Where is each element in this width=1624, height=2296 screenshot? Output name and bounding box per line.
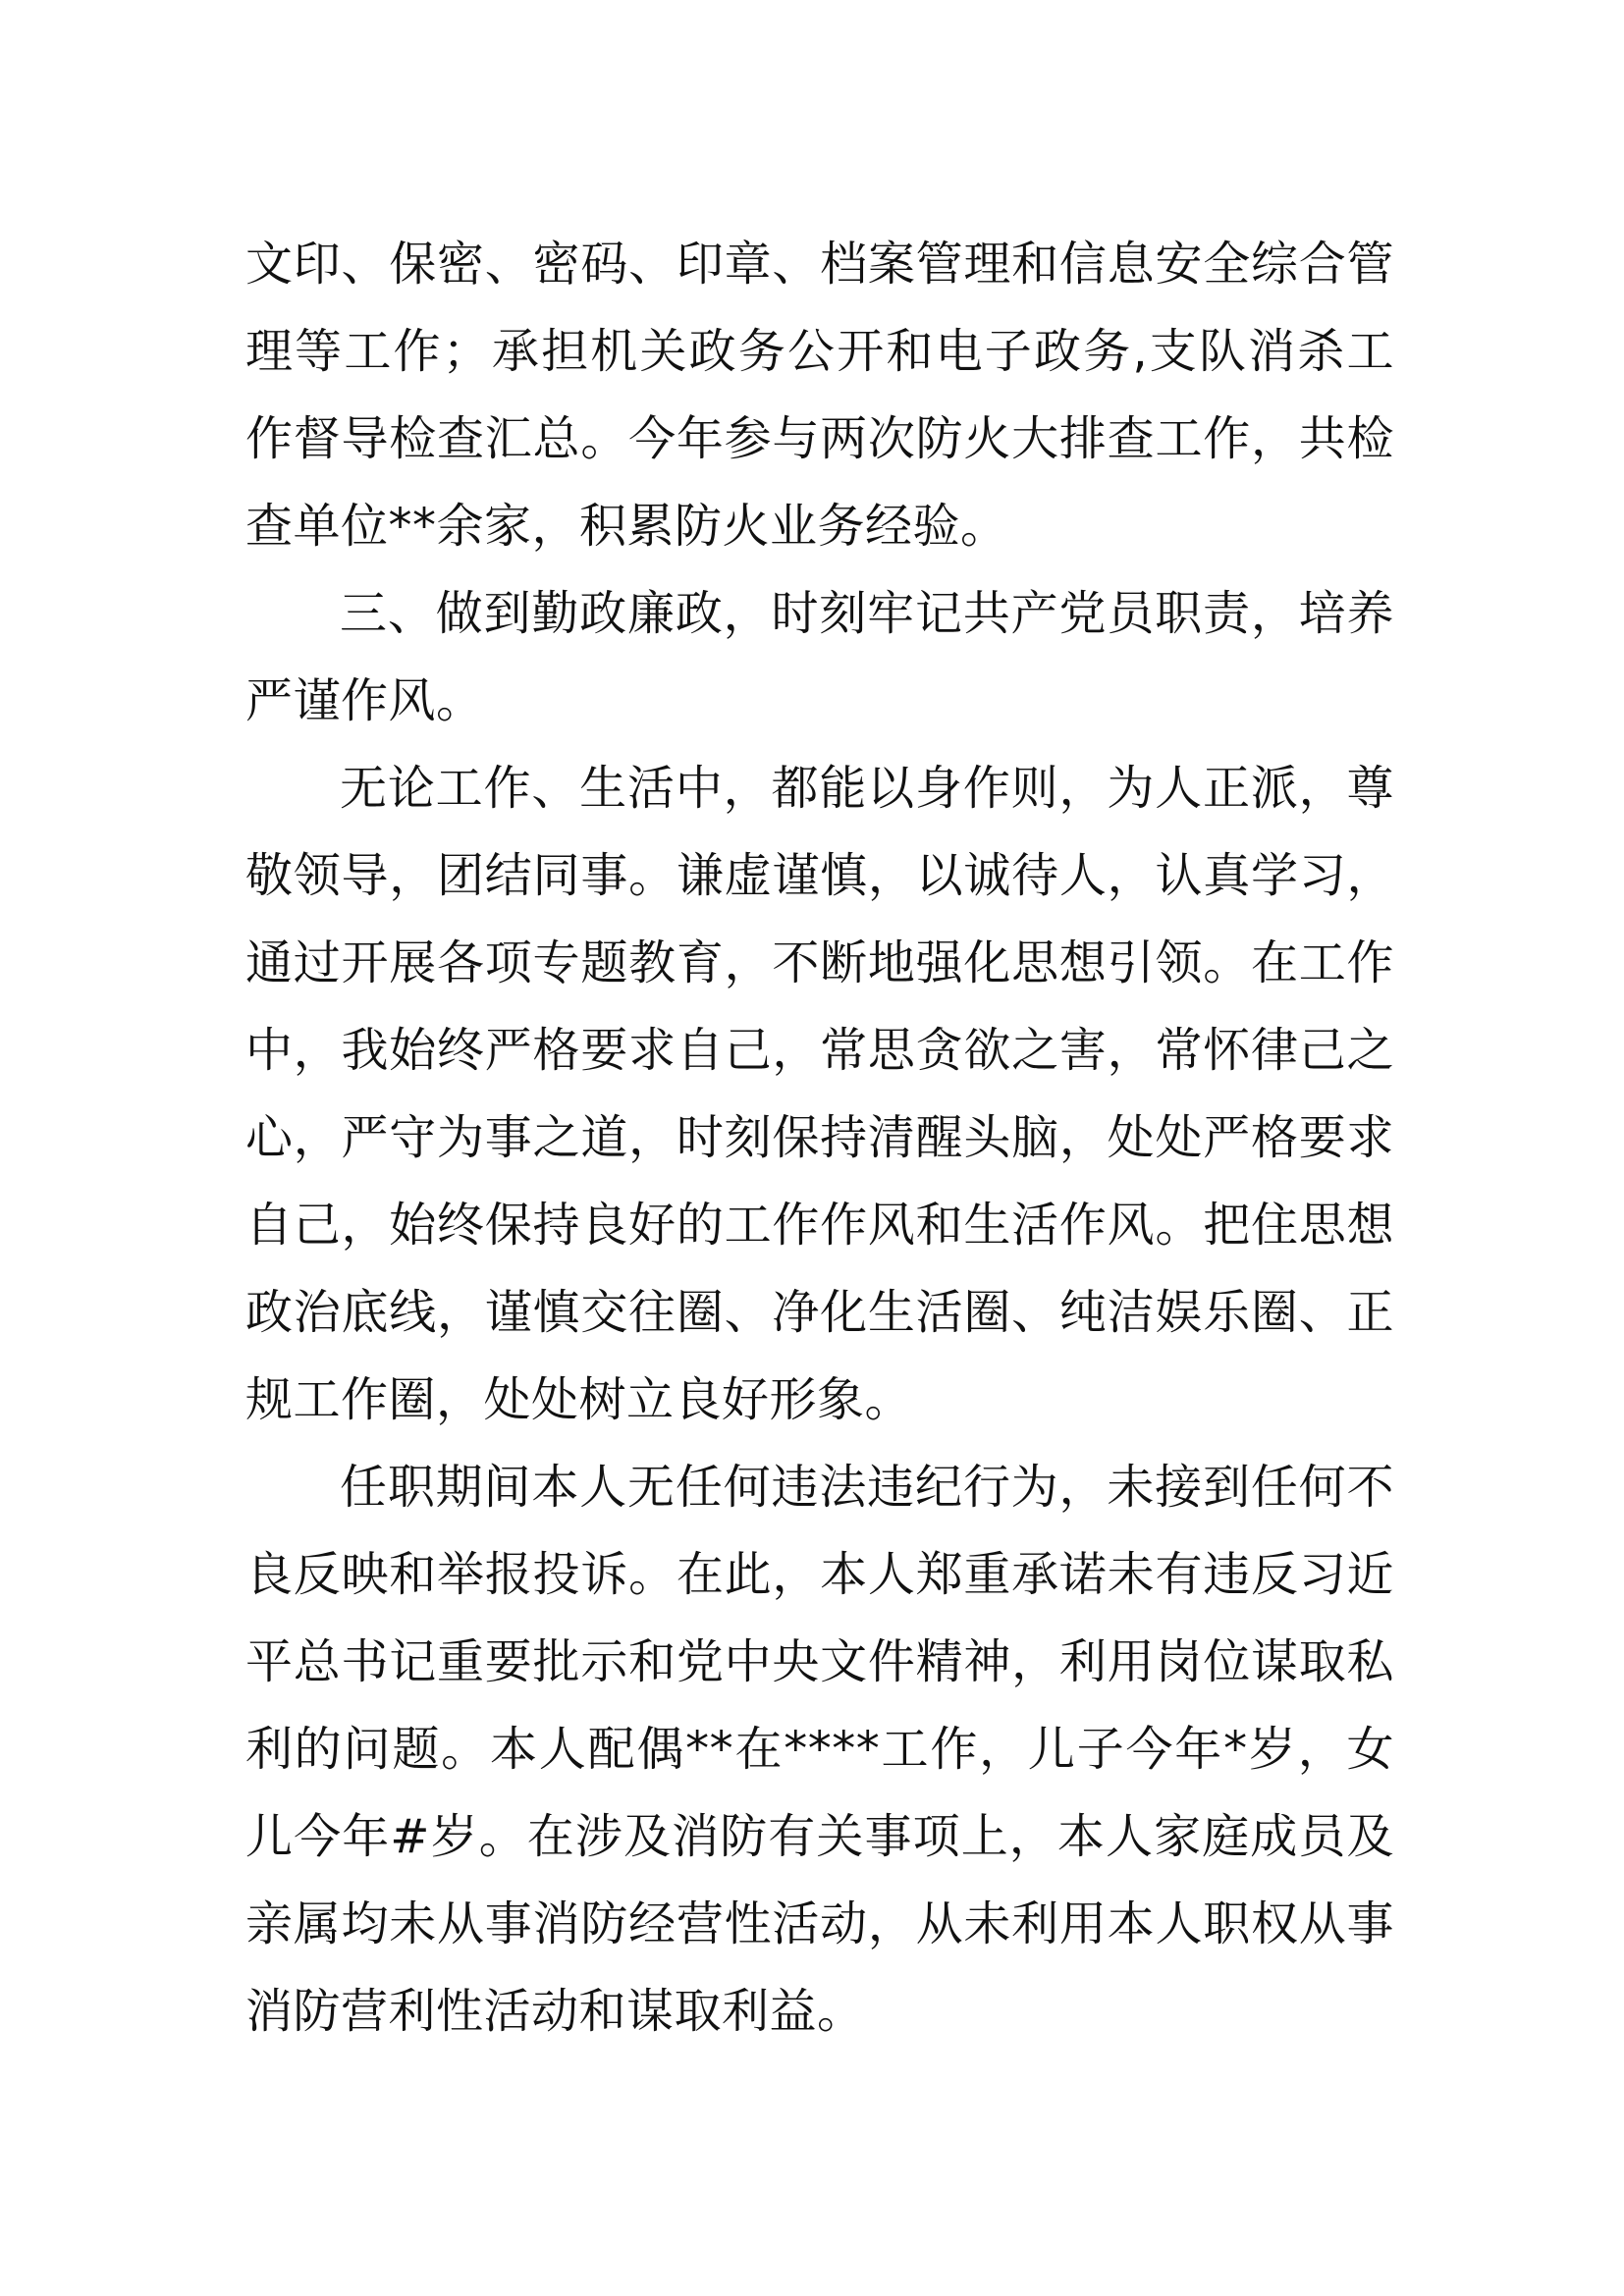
paragraph-conduct: 无论工作、生活中，都能以身作则，为人正派，尊敬领导，团结同事。谦虚谨慎，以诚待人，认真学习，通过开展各项专题教育，不断地强化思想引领。在工作中，我始终严格要求自己，常思贪欲之害，常怀律己之心，严守为事之道，时刻保持清醒头脑，处处严格要求自己，始终保持良好的工作作风和生活作风。把住思想政治底线，谨慎交往圈、净化生活圈、纯洁娱乐圈、正规工作圈，处处树立良好形象。 [245, 761, 1394, 1427]
paragraph-commitment: 任职期间本人无任何违法违纪行为，未接到任何不良反映和举报投诉。在此，本人郑重承诺未有违反习近平总书记重要批示和党中央文件精神，利用岗位谋取私利的问题。本人配偶**在****工作，儿子今年*岁，女儿今年#岁。在涉及消防有关事项上，本人家庭成员及亲属均未从事消防经营性活动，从未利用本人职权从事消防营利性活动和谋取利益。 [245, 1460, 1394, 2039]
paragraph-continuation: 文印、保密、密码、印章、档案管理和信息安全综合管理等工作；承担机关政务公开和电子政务,支队消杀工作督导检查汇总。今年参与两次防火大排查工作，共检查单位**余家，积累防火业务经验。 [245, 237, 1394, 554]
document-body [245, 221, 1394, 2056]
section-heading-three: 三、做到勤政廉政，时刻牢记共产党员职责，培养严谨作风。 [245, 586, 1394, 728]
